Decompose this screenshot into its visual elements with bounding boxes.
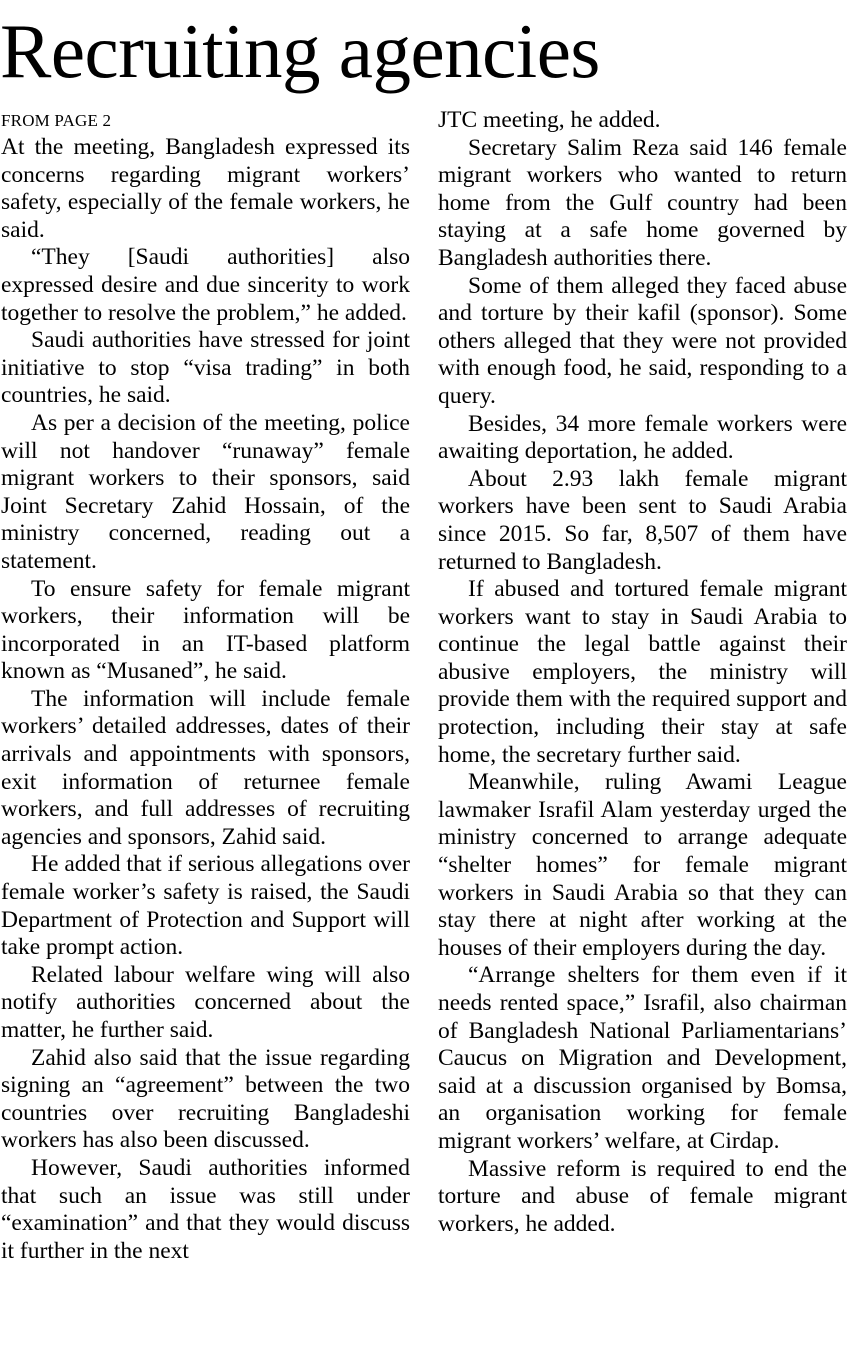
paragraph: To ensure safety for female migrant workers, their information will be incorporated in an IT-based platform known as “Musaned”, he said. [1, 575, 410, 685]
paragraph: The information will include female workers’ detailed addresses, dates of their arrivals and appointments with sponsors, exit information of returnee female workers, and full addresses of recruiting agencies and sponsors, Zahid said. [1, 685, 410, 850]
paragraph: About 2.93 lakh female migrant workers have been sent to Saudi Arabia since 2015. So far, 8,507 of them have returned to Bangladesh. [438, 465, 847, 575]
paragraph: “They [Saudi authorities] also expressed desire and due sincerity to work together to resolve the problem,” he added. [1, 244, 410, 326]
article-column-right [438, 107, 847, 1238]
paragraph: However, Saudi authorities informed that such an issue was still under “examination” and that they would discuss it further in the next [1, 1154, 410, 1264]
paragraph: “Arrange shelters for them even if it needs rented space,” Israfil, also chairman of Bangladesh National Parliamentarians’ Caucus on Migration and Development, said at a discussion organised by Bomsa, an organisation working for female migrant workers’ welfare, at Cirdap. [438, 962, 847, 1154]
headline: Recruiting agencies [0, 8, 600, 94]
article-column-left [1, 107, 410, 1265]
paragraph: Secretary Salim Reza said 146 female migrant workers who wanted to return home from the Gulf country had been staying at a safe home governed by Bangladesh authorities there. [438, 134, 847, 271]
paragraph: Related labour welfare wing will also notify authorities concerned about the matter, he further said. [1, 961, 410, 1043]
paragraph: As per a decision of the meeting, police will not handover “runaway” female migrant workers to their sponsors, said Joint Secretary Zahid Hossain, of the ministry concerned, reading out a statement. [1, 409, 410, 574]
paragraph: Massive reform is required to end the torture and abuse of female migrant workers, he added. [438, 1155, 847, 1237]
paragraph: Zahid also said that the issue regarding signing an “agreement” between the two countries over recruiting Bangladeshi workers has also been discussed. [1, 1044, 410, 1154]
paragraph: At the meeting, Bangladesh expressed its concerns regarding migrant workers’ safety, especially of the female workers, he said. [1, 134, 410, 243]
paragraph: If abused and tortured female migrant workers want to stay in Saudi Arabia to continue the legal battle against their abusive employers, the ministry will provide them with the required support and protection, including their stay at safe home, the secretary further said. [438, 576, 847, 768]
paragraph: Some of them alleged they faced abuse and torture by their kafil (sponsor). Some others alleged that they were not provided with enough food, he said, responding to a query. [438, 272, 847, 409]
paragraph: Meanwhile, ruling Awami League lawmaker Israfil Alam yesterday urged the ministry concerned to arrange adequate “shelter homes” for female migrant workers in Saudi Arabia so that they can stay there at night after working at the houses of their employers during the day. [438, 769, 847, 961]
continued-from-label: FROM PAGE 2 [1, 111, 112, 130]
paragraph: Besides, 34 more female workers were awaiting deportation, he added. [438, 410, 847, 465]
paragraph: He added that if serious allegations over female worker’s safety is raised, the Saudi Department of Protection and Support will take prompt action. [1, 851, 410, 961]
paragraph-continued: JTC meeting, he added. [438, 107, 661, 133]
paragraph: Saudi authorities have stressed for joint initiative to stop “visa trading” in both countries, he said. [1, 327, 410, 409]
